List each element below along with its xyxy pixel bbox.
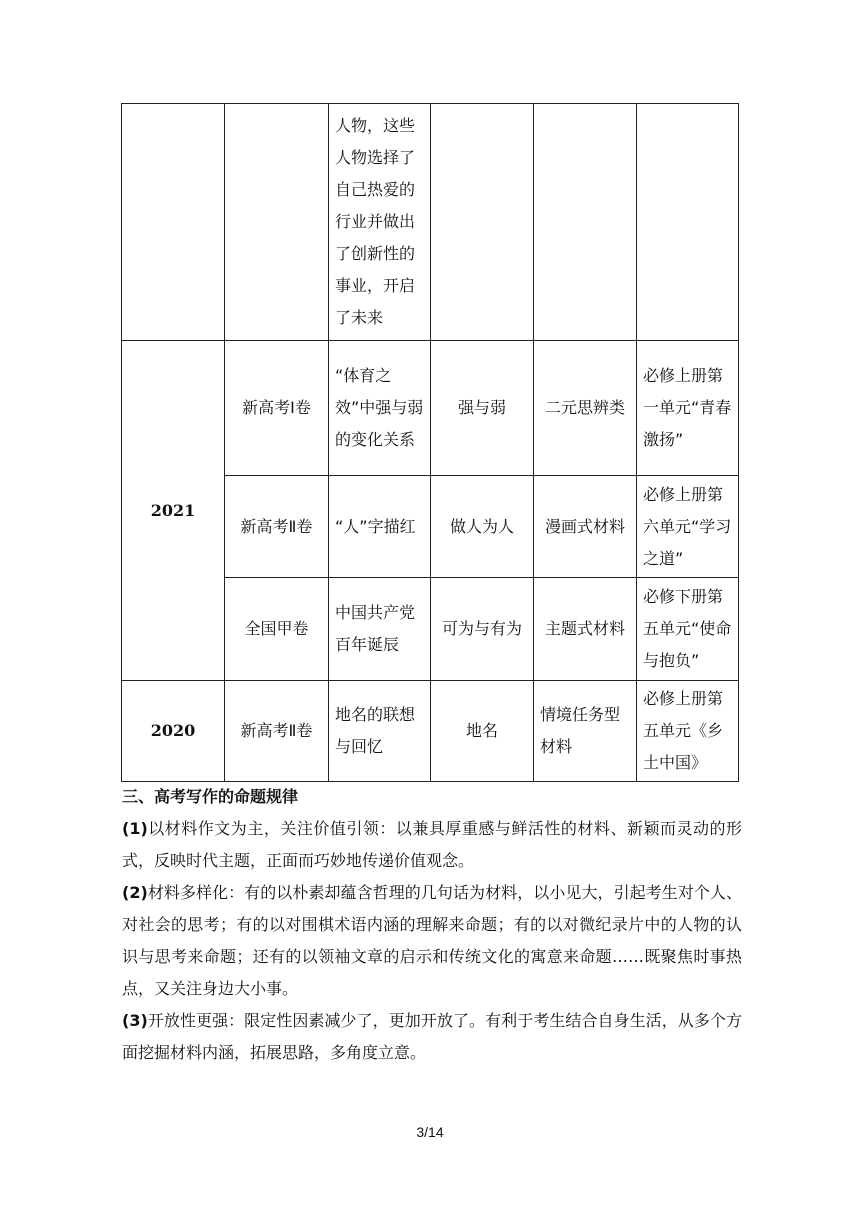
paragraph [122,877,742,1005]
topic-cell: 人物，这些人物选择了自己热爱的行业并做出了创新性的事业，开启了未来 [329,104,431,341]
paragraph-number: (3) [122,1011,148,1030]
type-cell: 主题式材料 [534,578,637,681]
page-number: 3/14 [416,1124,444,1140]
paper-cell [225,104,329,341]
year-cell [122,104,225,341]
type-cell: 情境任务型材料 [534,681,637,782]
section-heading: 三、高考写作的命题规律 [122,787,299,806]
theme-cell: 地名 [431,681,534,782]
paragraph-text: 材料多样化：有的以朴素却蕴含哲理的几句话为材料，以小见大，引起考生对个人、对社会的思考；有的以对围棋术语内涵的理解来命题；有的以对微纪录片中的人物的认识与思考来命题；还有的以领袖文章的启示和传统文化的寓意来命题……既聚焦时事热点，又关注身边大小事。 [122,883,742,998]
paragraph-number: (1) [122,819,148,838]
table-row [122,681,739,782]
unit-cell: 必修下册第五单元“使命与抱负” [637,578,739,681]
year-cell: 2020 [122,681,225,782]
paragraph [122,1005,742,1069]
paragraph-text: 以材料作文为主，关注价值引领：以兼具厚重感与鲜活性的材料、新颖而灵动的形式，反映时代主题，正面而巧妙地传递价值观念。 [122,819,742,870]
topic-cell: 中国共产党百年诞辰 [329,578,431,681]
topic-cell: 地名的联想与回忆 [329,681,431,782]
paper-cell: 新高考Ⅱ卷 [225,681,329,782]
paper-cell: 全国甲卷 [225,578,329,681]
unit-cell: 必修上册第五单元《乡土中国》 [637,681,739,782]
paragraph-number: (2) [122,883,148,902]
year-cell: 2021 [122,341,225,681]
theme-cell: 强与弱 [431,341,534,476]
table-row [122,341,739,476]
paper-cell: 新高考Ⅰ卷 [225,341,329,476]
theme-cell [431,104,534,341]
paragraph [122,813,742,877]
type-cell: 二元思辨类 [534,341,637,476]
type-cell [534,104,637,341]
table-row [122,104,739,341]
topic-cell: “人”字描红 [329,476,431,578]
unit-cell: 必修上册第一单元“青春激扬” [637,341,739,476]
theme-cell: 做人为人 [431,476,534,578]
topic-cell: “体育之效”中强与弱的变化关系 [329,341,431,476]
theme-cell: 可为与有为 [431,578,534,681]
paper-cell: 新高考Ⅱ卷 [225,476,329,578]
exam-topics-table [121,103,739,782]
rules-body [122,813,742,1069]
paragraph-text: 开放性更强：限定性因素减少了，更加开放了。有利于考生结合自身生活，从多个方面挖掘材料内涵，拓展思路，多角度立意。 [122,1011,742,1062]
unit-cell [637,104,739,341]
type-cell: 漫画式材料 [534,476,637,578]
unit-cell: 必修上册第六单元“学习之道” [637,476,739,578]
